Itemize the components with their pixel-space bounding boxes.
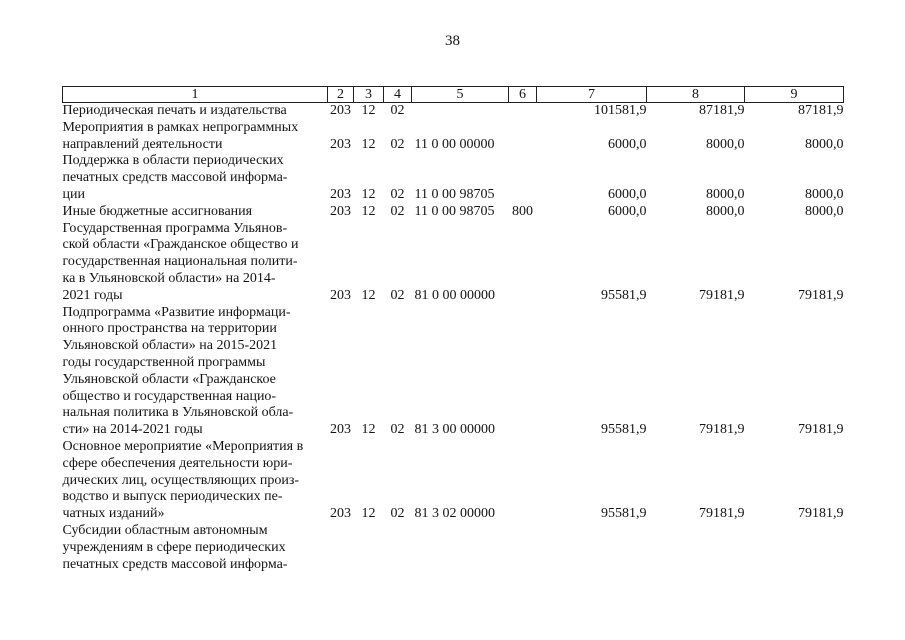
table-row: [63, 439, 844, 523]
subsection-code: [384, 523, 412, 573]
subsection-code: 02: [390, 136, 405, 152]
subsection-code: 02: [390, 287, 405, 303]
row-name: [63, 523, 328, 573]
expense-type-code: [509, 221, 537, 305]
section-code: 12: [361, 203, 376, 219]
subsection-code: 02: [390, 422, 405, 438]
subsection-code: 02: [390, 103, 405, 118]
table-row: [63, 153, 844, 203]
expense-type-code: [509, 153, 537, 203]
amount-cell: 6000,0: [608, 203, 647, 219]
table-row: [63, 204, 844, 221]
target-article-code: 81 0 00 00000: [414, 287, 495, 303]
row-name-line: чатных изданий»: [62, 506, 165, 522]
row-name-line: государственная национальная полити-: [62, 254, 298, 270]
amount-cell: 79181,9: [798, 287, 844, 303]
table-row: [63, 120, 844, 154]
target-article-code: 81 3 00 00000: [414, 422, 495, 438]
row-name: [63, 439, 328, 523]
row-name-line: ской области «Гражданское общество и: [62, 237, 299, 253]
row-name-line: Основное мероприятие «Мероприятия в: [62, 438, 304, 454]
target-article-code: 11 0 00 98705: [414, 203, 495, 219]
amount-cell: [745, 523, 844, 573]
expense-type-code: [509, 103, 537, 120]
amount-cell: 79181,9: [699, 506, 745, 522]
amount-cell: [537, 523, 647, 573]
amount-cell: 95581,9: [601, 506, 647, 522]
amount-cell: 8000,0: [805, 136, 844, 152]
amount-cell: 8000,0: [706, 203, 745, 219]
column-header: 5: [412, 87, 509, 103]
row-name-line: 2021 годы: [62, 287, 123, 303]
section-code: 12: [361, 422, 376, 438]
table-row: [63, 103, 844, 120]
column-header: 8: [647, 87, 745, 103]
row-name-line: Ульяновской области» на 2015-2021: [62, 338, 278, 354]
expense-type-code: [509, 120, 537, 154]
row-name-line: общество и государственная нацио-: [62, 388, 277, 404]
section-code: 12: [361, 287, 376, 303]
row-name-line: сти» на 2014-2021 годы: [62, 422, 203, 438]
amount-cell: 79181,9: [699, 287, 745, 303]
ministry-code: [328, 523, 354, 573]
subsection-code: 02: [390, 186, 405, 202]
section-code: 12: [361, 136, 376, 152]
amount-cell: 79181,9: [798, 506, 844, 522]
row-name: [63, 153, 328, 203]
row-name-line: Мероприятия в рамках непрограммных: [62, 119, 299, 135]
row-name-line: годы государственной программы: [62, 354, 266, 370]
row-name-line: ка в Ульяновской области» на 2014-: [62, 270, 276, 286]
column-header: 1: [63, 87, 328, 103]
row-name-line: Ульяновской области «Гражданское: [62, 371, 276, 387]
row-name-line: ции: [62, 186, 85, 202]
amount-cell: 6000,0: [608, 136, 647, 152]
column-header: 4: [384, 87, 412, 103]
ministry-code: 203: [330, 103, 351, 118]
section-code: [354, 523, 384, 573]
amount-cell: 8000,0: [805, 186, 844, 202]
amount-cell: 95581,9: [601, 287, 647, 303]
row-name-line: онного пространства на территории: [62, 321, 277, 337]
subsection-code: 02: [390, 203, 405, 219]
row-name-line: Подпрограмма «Развитие информаци-: [62, 304, 291, 320]
row-name-line: дических лиц, осуществляющих произ-: [62, 472, 300, 488]
ministry-code: 203: [330, 506, 351, 522]
row-name-line: Поддержка в области периодических: [62, 153, 284, 169]
header-row: [63, 87, 844, 103]
row-name-line: нальная политика в Ульяновской обла-: [62, 405, 294, 421]
ministry-code: 203: [330, 203, 351, 219]
target-article-code: 11 0 00 00000: [414, 136, 495, 152]
expense-type-code: 800: [512, 203, 533, 219]
expense-type-code: [509, 439, 537, 523]
section-code: 12: [361, 103, 376, 118]
page-number: 38: [445, 33, 460, 49]
target-article-code: [412, 103, 509, 120]
column-header: 9: [745, 87, 844, 103]
amount-cell: 87181,9: [798, 103, 844, 118]
target-article-code: 81 3 02 00000: [414, 506, 495, 522]
ministry-code: 203: [330, 186, 351, 202]
row-name: [63, 120, 328, 154]
row-name-line: Государственная программа Ульянов-: [62, 220, 288, 236]
row-name-line: Иные бюджетные ассигнования: [62, 203, 253, 219]
target-article-code: [412, 523, 509, 573]
amount-cell: 79181,9: [699, 422, 745, 438]
amount-cell: 95581,9: [601, 422, 647, 438]
ministry-code: 203: [330, 136, 351, 152]
amount-cell: 8000,0: [706, 136, 745, 152]
row-name: [63, 204, 328, 221]
table-row: [63, 523, 844, 573]
expense-type-code: [509, 523, 537, 573]
expense-type-code: [509, 305, 537, 439]
amount-cell: 101581,9: [594, 103, 647, 118]
column-header: 3: [354, 87, 384, 103]
subsection-code: 02: [390, 506, 405, 522]
row-name: [63, 103, 328, 120]
ministry-code: 203: [330, 287, 351, 303]
amount-cell: 79181,9: [798, 422, 844, 438]
amount-cell: 8000,0: [805, 203, 844, 219]
amount-cell: [647, 523, 745, 573]
row-name-line: учреждениям в сфере периодических: [62, 539, 286, 555]
amount-cell: 87181,9: [699, 103, 745, 118]
amount-cell: 8000,0: [706, 186, 745, 202]
table-row: [63, 305, 844, 439]
table-body: [63, 103, 844, 574]
row-name-line: печатных средств массовой информа-: [62, 170, 288, 186]
row-name-line: Периодическая печать и издательства: [62, 103, 287, 118]
section-code: 12: [361, 186, 376, 202]
ministry-code: 203: [330, 422, 351, 438]
row-name-line: Субсидии областным автономным: [62, 522, 268, 538]
budget-table: [62, 86, 844, 573]
row-name-line: сфере обеспечения деятельности юри-: [62, 455, 293, 471]
target-article-code: 11 0 00 98705: [414, 186, 495, 202]
section-code: 12: [361, 506, 376, 522]
row-name: [63, 305, 328, 439]
column-header: 7: [537, 87, 647, 103]
row-name: [63, 221, 328, 305]
column-header: 6: [509, 87, 537, 103]
row-name-line: печатных средств массовой информа-: [62, 556, 288, 572]
column-header: 2: [328, 87, 354, 103]
row-name-line: направлений деятельности: [62, 136, 223, 152]
row-name-line: водство и выпуск периодических пе-: [62, 489, 283, 505]
table-row: [63, 221, 844, 305]
amount-cell: 6000,0: [608, 186, 647, 202]
